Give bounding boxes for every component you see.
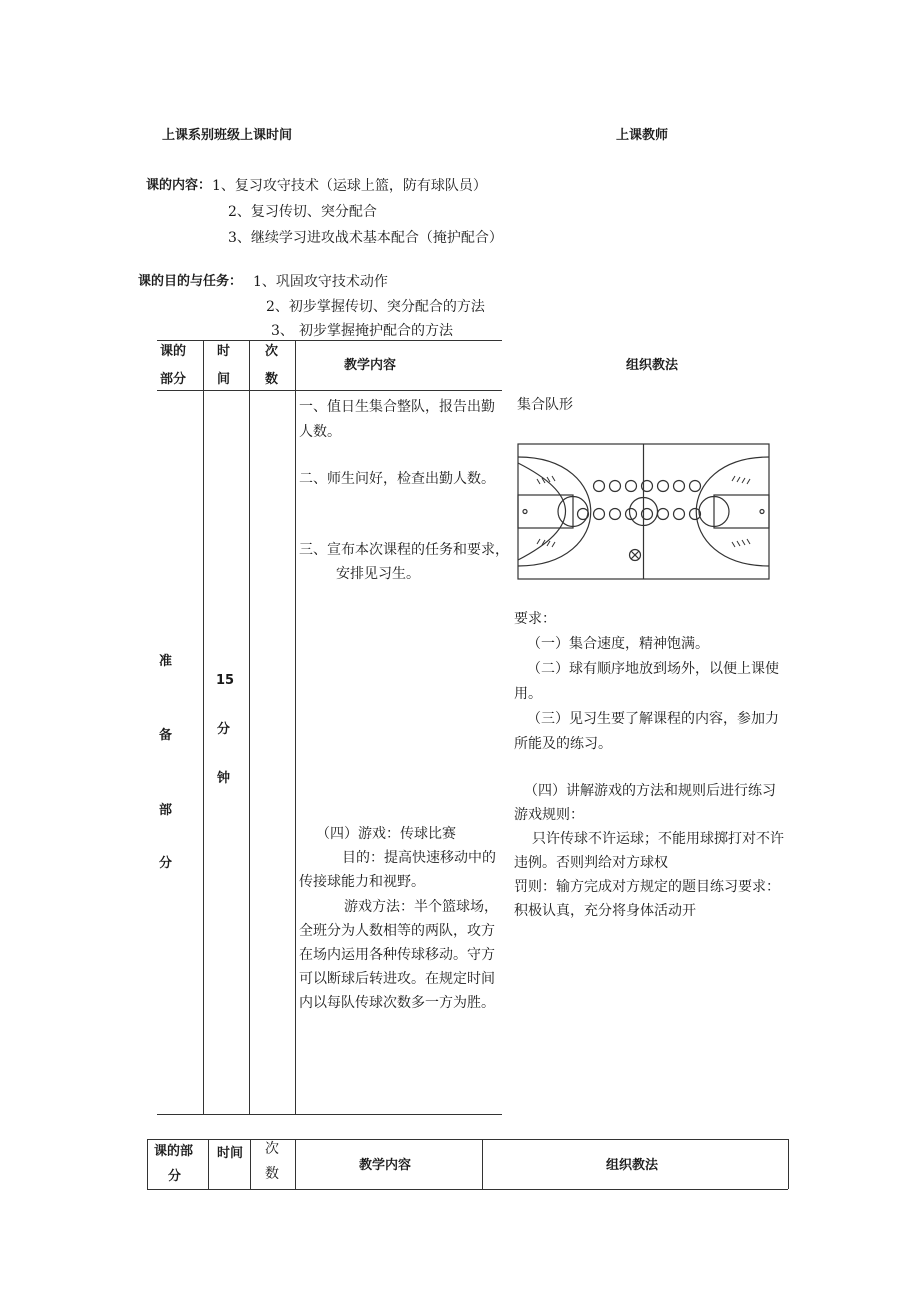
header-count: 数 — [265, 372, 279, 387]
content-label: 课的内容： — [146, 178, 212, 193]
game-method: 内以每队传球次数多一方为胜。 — [299, 995, 495, 1011]
table2-rule — [147, 1189, 788, 1190]
section-char: 部 — [159, 803, 173, 818]
content-line: 一、值日生集合整队，报告出勤 — [299, 399, 495, 415]
content-line: 三、宣布本次课程的任务和要求， — [299, 542, 509, 558]
right-key — [714, 495, 769, 528]
goals-label: 课的目的与任务： — [138, 274, 243, 289]
requirement-line: （四）讲解游戏的方法和规则后进行练习 — [524, 783, 776, 799]
content-item: 2、复习传切、突分配合 — [228, 204, 377, 220]
content-item: 1、复习攻守技术（运球上篮，防有球队员） — [212, 178, 487, 194]
left-key — [518, 495, 573, 528]
penalty-line: 罚则：输方完成对方规定的题目练习要求： — [514, 879, 780, 895]
requirement-line: （三）见习生要了解课程的内容，参加力 — [527, 711, 779, 727]
class-info-label: 上课系别班级上课时间 — [162, 128, 293, 143]
goal-item: 1、巩固攻守技术动作 — [253, 274, 388, 290]
table2-rule — [250, 1139, 251, 1189]
table2-header-count: 次 — [265, 1141, 279, 1157]
header-part: 课的 — [160, 344, 187, 359]
time-unit: 钟 — [217, 771, 231, 786]
left-basket — [523, 510, 527, 514]
requirement-line: （二）球有顺序地放到场外，以便上课使 — [527, 661, 779, 677]
header-part: 部分 — [160, 372, 187, 387]
table2-header-count: 数 — [265, 1166, 279, 1182]
game-method: 在场内运用各种传球移动。守方 — [299, 947, 495, 963]
teacher-marker — [630, 550, 641, 561]
game-goal: 目的：提高快速移动中的 — [342, 850, 496, 866]
section-char: 准 — [159, 654, 173, 669]
content-line: 二、师生问好，检查出勤人数。 — [299, 471, 495, 487]
goal-item: 初步掌握掩护配合的方法 — [299, 323, 453, 339]
requirement-line: 所能及的练习。 — [514, 736, 612, 752]
time-unit: 分 — [217, 722, 231, 737]
table2-rule — [147, 1139, 148, 1189]
table2-header-time: 时间 — [217, 1146, 244, 1161]
table2-rule — [295, 1139, 296, 1189]
table-rule — [203, 340, 204, 1114]
game-method: 全班分为人数相等的两队，攻方 — [299, 923, 495, 939]
teacher-label: 上课教师 — [616, 128, 669, 143]
right-arc-outer — [696, 457, 769, 566]
table2-header-part: 课的部 — [154, 1144, 194, 1159]
content-item: 3、继续学习进攻战术基本配合（掩护配合） — [228, 230, 503, 246]
requirement-line: 用。 — [514, 686, 542, 702]
game-title: （四）游戏：传球比赛 — [316, 826, 456, 842]
table-rule — [157, 1114, 502, 1115]
header-time: 时 — [217, 344, 231, 359]
table-rule — [157, 390, 502, 391]
players-row-1 — [594, 481, 701, 492]
header-count: 次 — [265, 344, 279, 359]
rules-label: 游戏规则： — [514, 807, 584, 823]
table-rule — [157, 340, 502, 341]
table2-rule — [208, 1139, 209, 1189]
section-char: 分 — [159, 856, 173, 871]
formation-label: 集合队形 — [517, 397, 573, 413]
time-value: 15 — [216, 673, 235, 688]
content-line: 安排见习生。 — [336, 566, 420, 582]
game-goal: 传接球能力和视野。 — [299, 874, 425, 890]
header-time: 间 — [217, 372, 231, 387]
rule-line: 违例。否则判给对方球权 — [514, 855, 668, 871]
table2-rule — [482, 1139, 483, 1189]
players-row-2 — [578, 509, 701, 520]
table2-header-method: 组织教法 — [606, 1158, 659, 1173]
table2-header-content: 教学内容 — [359, 1158, 412, 1173]
table2-rule — [788, 1139, 789, 1189]
court-lines — [518, 444, 769, 579]
header-method: 组织教法 — [626, 358, 679, 373]
requirements-label: 要求： — [514, 611, 556, 627]
rule-line: 只许传球不许运球；不能用球掷打对不许 — [532, 831, 784, 847]
table-rule — [295, 340, 296, 1114]
right-basket — [760, 510, 764, 514]
game-method: 游戏方法：半个篮球场， — [344, 899, 498, 915]
table-rule — [249, 340, 250, 1114]
left-arc-outer — [518, 457, 591, 566]
game-method: 可以断球后转进攻。在规定时间 — [299, 971, 495, 987]
table2-header-part: 分 — [168, 1169, 182, 1184]
goal-item: 2、初步掌握传切、突分配合的方法 — [266, 299, 485, 315]
content-line: 人数。 — [299, 424, 341, 440]
requirement-line: （一）集合速度，精神饱满。 — [527, 636, 709, 652]
penalty-line: 积极认真，充分将身体活动开 — [514, 903, 696, 919]
header-content: 教学内容 — [344, 358, 397, 373]
goal-item-number: 3、 — [271, 323, 294, 339]
table2-rule — [147, 1139, 788, 1140]
section-char: 备 — [159, 728, 173, 743]
basketball-court-diagram — [517, 443, 770, 580]
